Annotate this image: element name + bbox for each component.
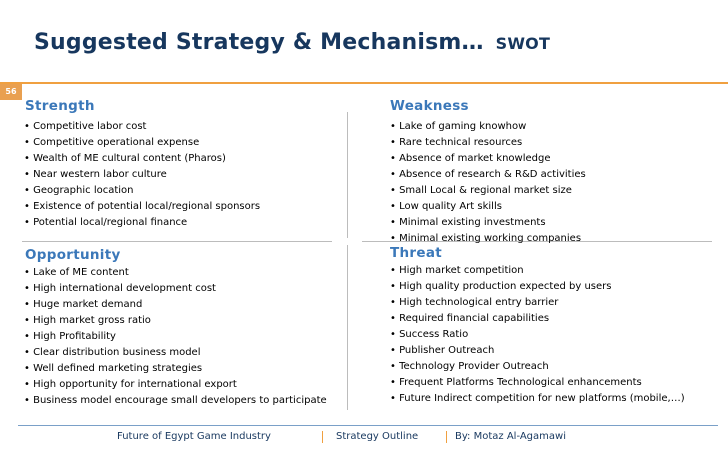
strength-list (24, 119, 260, 231)
list-item: • Well defined marketing strategies (24, 361, 327, 377)
vertical-divider-top (347, 112, 348, 238)
list-item: • Minimal existing working companies (390, 231, 586, 247)
list-item: • High Profitability (24, 329, 327, 345)
list-item: • Competitive operational expense (24, 135, 260, 151)
list-item: • High technological entry barrier (390, 295, 685, 311)
list-item: • Huge market demand (24, 297, 327, 313)
list-item: • Competitive labor cost (24, 119, 260, 135)
footer-separator (322, 431, 323, 443)
weakness-title: Weakness (390, 98, 469, 114)
list-item: • Geographic location (24, 183, 260, 199)
footer-right: By: Motaz Al-Agamawi (455, 431, 566, 442)
horizontal-divider-left (22, 241, 332, 242)
opportunity-title: Opportunity (25, 247, 121, 263)
list-item: • Small Local & regional market size (390, 183, 586, 199)
list-item: • Absence of research & R&D activities (390, 167, 586, 183)
threat-title: Threat (390, 245, 442, 261)
list-item: • Publisher Outreach (390, 343, 685, 359)
list-item: • High quality production expected by users (390, 279, 685, 295)
threat-list (390, 263, 685, 407)
list-item: • Future Indirect competition for new platforms (mobile,…) (390, 391, 685, 407)
list-item: • High market gross ratio (24, 313, 327, 329)
slide-number: 56 (0, 84, 22, 100)
weakness-list (390, 119, 586, 247)
slide-title-text: Suggested Strategy & Mechanism… (34, 30, 484, 55)
list-item: • Existence of potential local/regional sponsors (24, 199, 260, 215)
list-item: • Potential local/regional finance (24, 215, 260, 231)
list-item: • High market competition (390, 263, 685, 279)
footer-left: Future of Egypt Game Industry (117, 431, 271, 442)
list-item: • Success Ratio (390, 327, 685, 343)
list-item: • Lake of ME content (24, 265, 327, 281)
slide-title-suffix: SWOT (495, 34, 551, 53)
list-item: • Lake of gaming knowhow (390, 119, 586, 135)
list-item: • Business model encourage small developers to participate (24, 393, 327, 409)
list-item: • Required financial capabilities (390, 311, 685, 327)
header-rule (0, 82, 728, 84)
list-item: • Near western labor culture (24, 167, 260, 183)
list-item: • Technology Provider Outreach (390, 359, 685, 375)
list-item: • High international development cost (24, 281, 327, 297)
opportunity-list (24, 265, 327, 409)
footer-separator (446, 431, 447, 443)
vertical-divider-bottom (347, 245, 348, 410)
list-item: • Low quality Art skills (390, 199, 586, 215)
list-item: • Rare technical resources (390, 135, 586, 151)
footer-rule (18, 425, 718, 426)
list-item: • Absence of market knowledge (390, 151, 586, 167)
list-item: • Clear distribution business model (24, 345, 327, 361)
list-item: • High opportunity for international export (24, 377, 327, 393)
list-item: • Wealth of ME cultural content (Pharos) (24, 151, 260, 167)
strength-title: Strength (25, 98, 95, 114)
slide-title (34, 30, 550, 55)
list-item: • Frequent Platforms Technological enhancements (390, 375, 685, 391)
footer-middle: Strategy Outline (336, 431, 419, 442)
list-item: • Minimal existing investments (390, 215, 586, 231)
